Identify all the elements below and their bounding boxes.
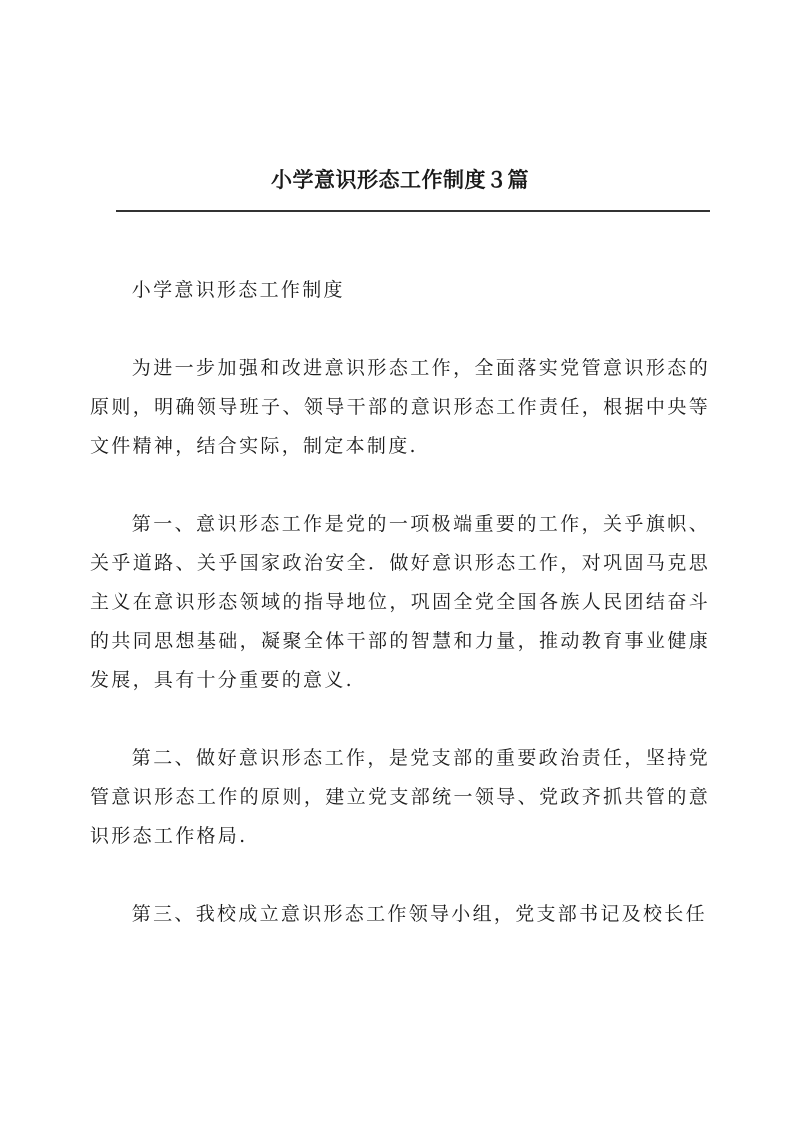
document-title: 小学意识形态工作制度３篇 xyxy=(271,168,529,192)
section-heading: 小学意识形态工作制度 xyxy=(131,279,345,301)
paragraph-article-1: 第一、意识形态工作是党的一项极端重要的工作，关乎旗帜、关乎道路、关乎国家政治安全．做好意识形态工作，对巩固马克思主义在意识形态领域的指导地位，巩固全党全国各族人民团结奋斗的共同思想基础，凝聚全体干部的智慧和力量，推动教育事业健康发展，具有十分重要的意义. xyxy=(90,513,710,691)
title-underline xyxy=(116,210,710,212)
document-body xyxy=(90,271,710,973)
paragraph-article-3: 第三、我校成立意识形态工作领导小组，党支部书记及校长任 xyxy=(131,903,707,925)
paragraph-article-2: 第二、做好意识形态工作，是党支部的重要政治责任，坚持党管意识形态工作的原则，建立党支部统一领导、党政齐抓共管的意识形态工作格局. xyxy=(90,747,710,847)
paragraph-intro: 为进一步加强和改进意识形态工作，全面落实党管意识形态的原则，明确领导班子、领导干部的意识形态工作责任，根据中央等文件精神，结合实际，制定本制度. xyxy=(90,357,710,457)
